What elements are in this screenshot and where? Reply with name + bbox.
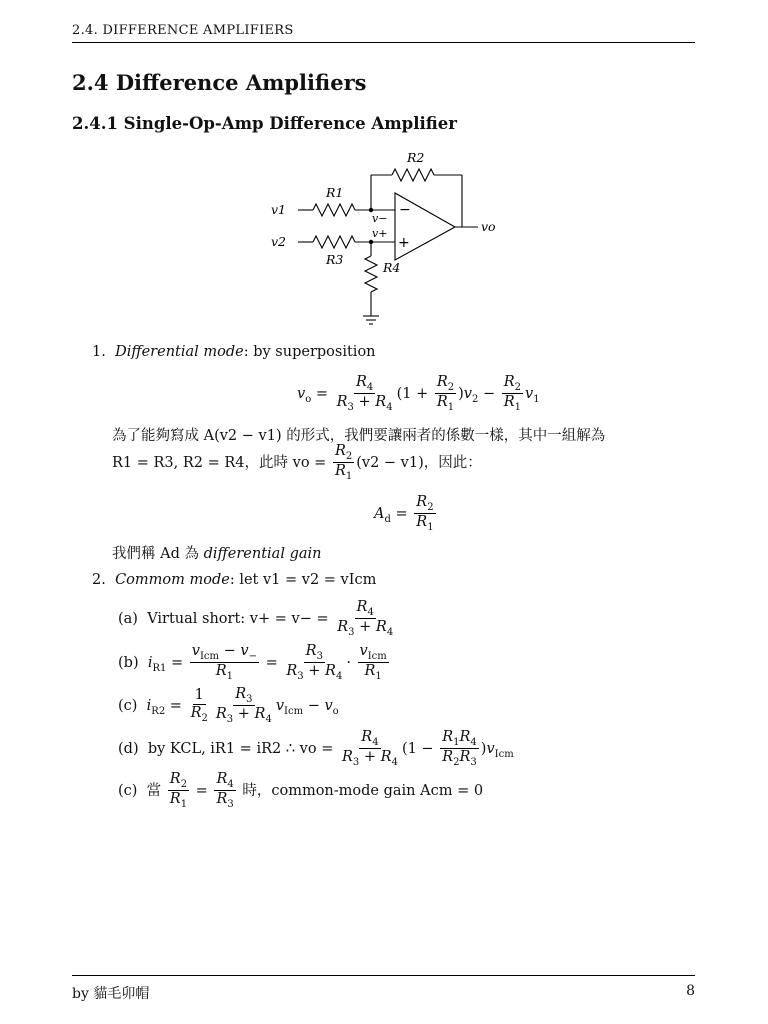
section-title: 2.4 Difference Amplifiers: [72, 70, 367, 95]
item1-heading: 1. Differential mode: by superposition: [92, 344, 376, 360]
r1-resistor: [313, 204, 355, 216]
step-d: (d) by KCL, iR1 = iR2 ∴ vo = $\frac{R_4}{R_3 + R_4}$ (1 − $\frac{R_1R_4}{R_2R_3}$ )$v_{Icm}$: [118, 729, 514, 769]
footer-author: by 貓毛卯帽: [72, 986, 150, 1002]
step-c: (c) $i_{R2}$ = $\frac{1}{R_2}$ $\frac{R_3}{R_3 + R_4}$ $v_{Icm} - v_o$: [118, 686, 339, 726]
vplus-label: v+: [372, 227, 388, 240]
r3-label: R3: [326, 252, 344, 267]
subsection-title: 2.4.1 Single-Op-Amp Difference Amplifier: [72, 114, 457, 133]
r3-resistor: [313, 236, 355, 248]
r2-label: R2: [407, 150, 425, 165]
superposition-equation: $v_o$ = $\frac{R_4}{R_3 + R_4}$ (1 + $\frac{R_2}{R_1}$ )$v_2$ − $\frac{R_2}{R_1}$ $v_1$: [297, 374, 540, 414]
differential-gain-equation: $A_d$ = $\frac{R_2}{R_1}$: [374, 494, 434, 534]
differential-gain-definition: 我們稱 Ad 為 differential gain: [112, 546, 322, 562]
derivation-line-2: R1 = R3, R2 = R4，此時 vo = $\frac{R_2}{R_1}$ (v2 − v1)，因此：: [112, 443, 482, 483]
footer-rule: [72, 975, 695, 976]
r4-resistor: [365, 256, 377, 292]
difference-amplifier-circuit: [0, 0, 768, 340]
step-a: (a) Virtual short: v+ = v− = $\frac{R_4}{R_3 + R_4}$: [118, 599, 394, 639]
inverting-input-sign: −: [399, 202, 411, 218]
page-number: 8: [686, 983, 695, 999]
v1-label: v1: [271, 202, 287, 217]
step-b: (b) $i_{R1}$ = $\frac{v_{Icm} - v_-}{R_1}$ = $\frac{R_3}{R_3 + R_4}$ · $\frac{v_{Icm}}{R_1}$: [118, 643, 387, 683]
step-e: (c) 當 $\frac{R_2}{R_1}$ = $\frac{R_4}{R_3}$ 時，common-mode gain Acm = 0: [118, 771, 484, 811]
vo-label: vo: [481, 219, 496, 234]
r2-resistor: [392, 169, 434, 181]
derivation-line-1: 為了能夠寫成 A(v2 − v1) 的形式，我們要讓兩者的係數一樣，其中一組解為: [112, 428, 606, 444]
v2-label: v2: [271, 234, 287, 249]
running-header: 2.4. DIFFERENCE AMPLIFIERS: [72, 23, 294, 38]
noninverting-input-sign: +: [398, 235, 410, 251]
item2-heading: 2. Commom mode: let v1 = v2 = vIcm: [92, 572, 377, 588]
vminus-label: v−: [372, 212, 388, 225]
r1-label: R1: [326, 185, 344, 200]
r4-label: R4: [383, 260, 401, 275]
